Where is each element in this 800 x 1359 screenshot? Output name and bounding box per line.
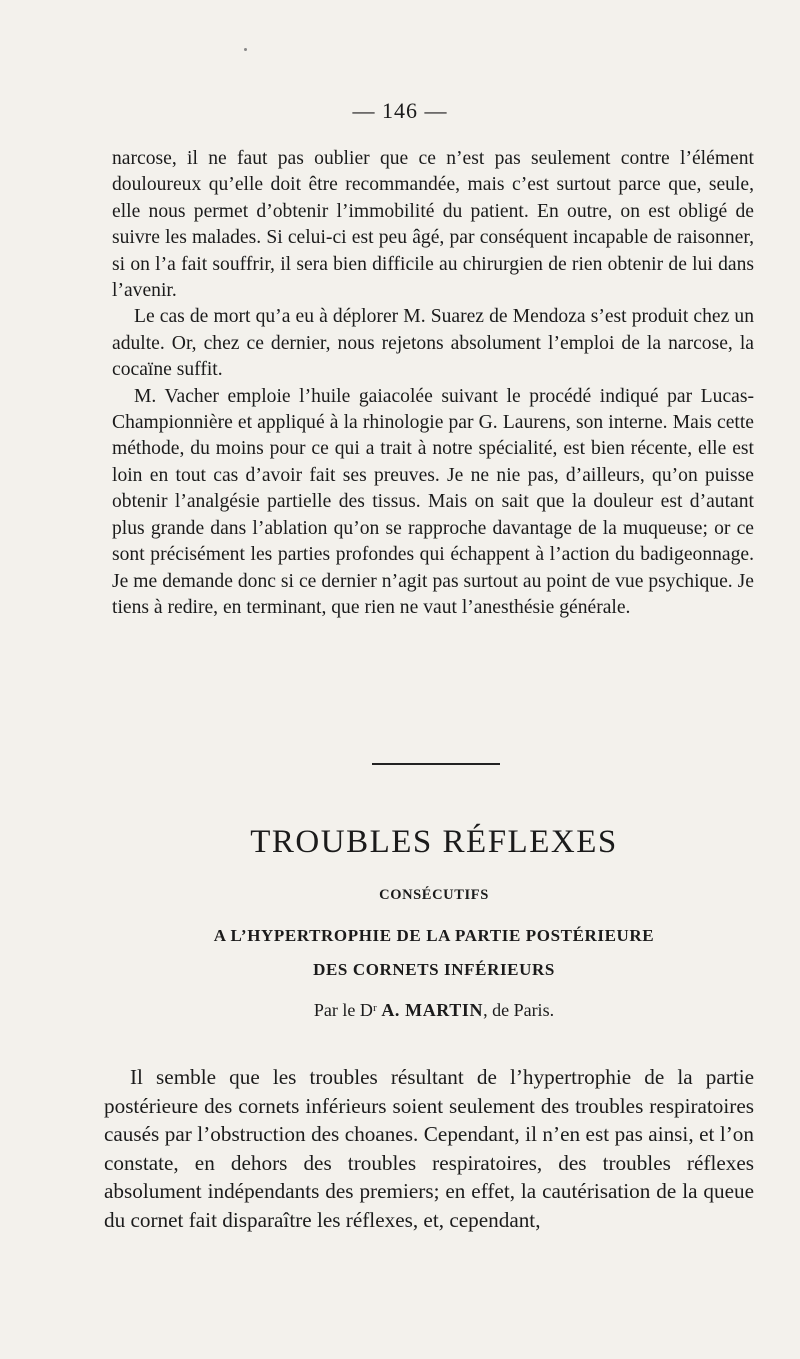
article-subtitle-2: A L’HYPERTROPHIE DE LA PARTIE POSTÉRIEURE [213,926,655,945]
article-subtitle-1: CONSÉCUTIFS [379,887,489,903]
byline-author: A. MARTIN [381,1000,484,1020]
paragraph-suarez-case: Le cas de mort qu’a eu à déplorer M. Suarez de Mendoza s’est produit chez un adulte. Or, chez ce dernier, nous rejetons absolument l’emploi de la narcose, la cocaïne suffit. [112,306,754,381]
article-byline [0,1000,800,1021]
byline-suffix: , de Paris. [483,1000,555,1020]
article-subtitle-3: DES CORNETS INFÉRIEURS [313,960,555,979]
ink-speck [244,48,247,51]
paragraph-continuation: narcose, il ne faut pas oublier que ce n’est pas seulement contre l’élément douloureux qu’elle doit être recommandée, mais c’est surtout parce que, seule, elle nous permet d’obtenir l’immobilité du patient. En outre, on est obligé de suivre les malades. Si celui-ci est peu âgé, par conséquent incapable de raisonner, si on l’a fait souffrir, il sera bien difficile au chirurgien de rien obtenir de lui dans l’avenir. [112,148,754,302]
paragraph-vacher-method: M. Vacher emploie l’huile gaiacolée suivant le procédé indiqué par Lucas-Championnière et appliqué à la rhinologie par G. Laurens, son interne. Mais cette méthode, du moins pour ce qui a trait à notre spécialité, est bien récente, elle est loin en tout cas d’avoir fait ses preuves. Je ne nie pas, d’ailleurs, qu’on puisse obtenir l’analgésie partielle des tissus. Mais on sait que la douleur est d’autant plus grande dans l’ablation qu’on se rapproche davantage de la muqueuse; or ce sont précisément les parties profondes qui échappent à l’action du badigeonnage. Je me demande donc si ce dernier n’agit pas surtout au point de vue psychique. Je tiens à redire, en terminant, que rien ne vaut l’anesthésie générale. [112,385,754,618]
paragraph-intro: Il semble que les troubles résultant de l’hypertrophie de la partie postérieure des cornets inférieurs soient seulement des troubles respiratoires causés par l’obstruction des choanes. Cependant, il n’en est pas ainsi, et l’on constate, en dehors des troubles respiratoires, des troubles réflexes absolument indépendants des premiers; en effet, la cautérisation de la queue du cornet fait disparaître les réflexes, et, cependant, [104,1065,754,1232]
article-title: TROUBLES RÉFLEXES [250,824,618,860]
section-divider [372,763,500,765]
page-number: — 146 — [352,98,448,123]
byline-prefix: Par le Dʳ [313,1000,377,1020]
bottom-text-block [104,1063,754,1235]
top-text-block [112,146,754,621]
